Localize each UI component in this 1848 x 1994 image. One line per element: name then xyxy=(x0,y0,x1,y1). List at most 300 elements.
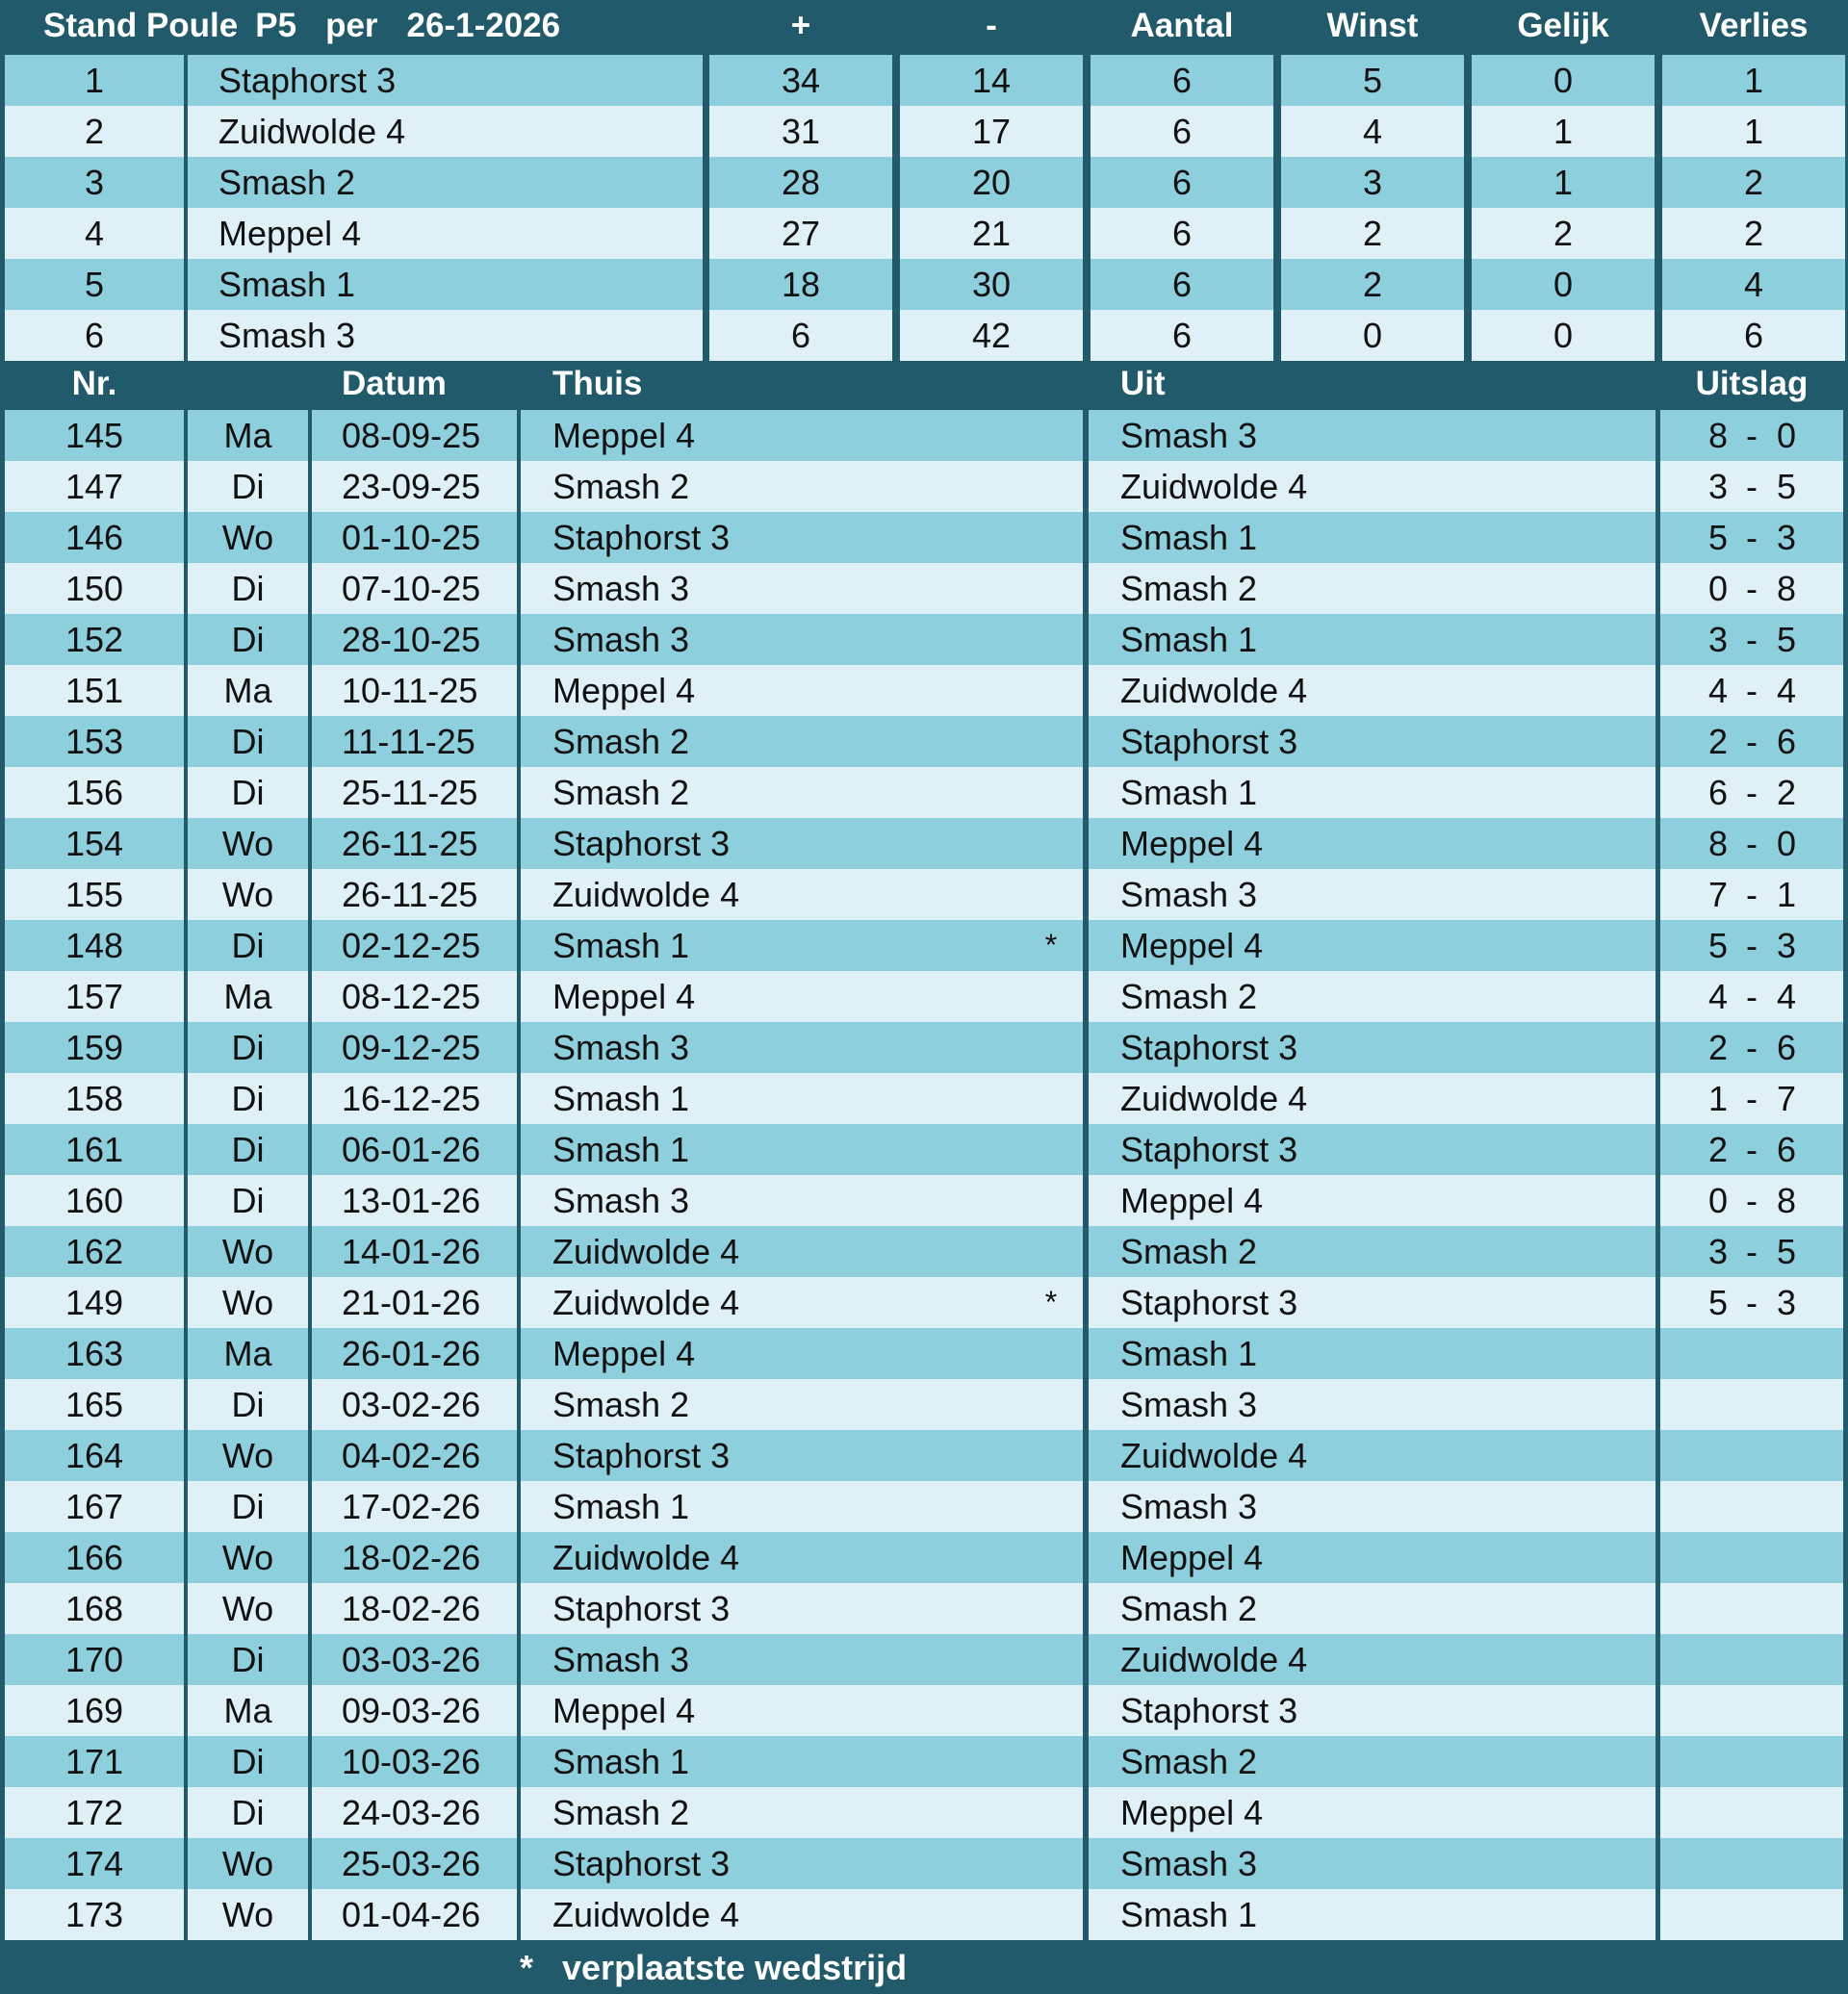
standings-cell-team: Smash 3 xyxy=(188,310,703,361)
standings-cell-plus: 27 xyxy=(709,208,892,259)
match-home-cell xyxy=(521,1124,1083,1175)
match-result xyxy=(1660,1073,1843,1124)
match-result xyxy=(1660,410,1843,461)
match-result xyxy=(1660,716,1843,767)
match-day: Wo xyxy=(188,818,308,869)
standings-cell-gelijk: 0 xyxy=(1472,310,1655,361)
match-home-score: 5 xyxy=(1707,517,1729,557)
standings-cell-plus: 28 xyxy=(709,157,892,208)
match-away-score: 4 xyxy=(1776,976,1797,1016)
match-day: Di xyxy=(188,1481,308,1532)
match-day: Di xyxy=(188,1379,308,1430)
match-home-score: 7 xyxy=(1707,874,1729,914)
match-home-team: Smash 3 xyxy=(552,619,690,659)
match-away-team: Staphorst 3 xyxy=(1089,1277,1656,1328)
match-result xyxy=(1660,512,1843,563)
match-result xyxy=(1660,1838,1843,1889)
match-away-score: 4 xyxy=(1776,670,1797,710)
match-home-team: Staphorst 3 xyxy=(552,1843,731,1883)
match-row xyxy=(0,1226,1848,1277)
match-home-score: 5 xyxy=(1707,925,1729,965)
match-result xyxy=(1660,971,1843,1022)
match-moved-asterisk xyxy=(1041,1736,1061,1787)
match-date: 28-10-25 xyxy=(312,614,517,665)
standings-cell-verlies: 1 xyxy=(1662,55,1845,106)
match-score-separator xyxy=(1740,1838,1763,1889)
standings-cell-minus: 42 xyxy=(900,310,1083,361)
match-away-score xyxy=(1775,1889,1798,1940)
standings-cell-verlies: 6 xyxy=(1662,310,1845,361)
match-home-score xyxy=(1707,1634,1730,1685)
match-moved-asterisk xyxy=(1041,1022,1061,1073)
match-moved-asterisk xyxy=(1041,1073,1061,1124)
title-date: 26-1-2026 xyxy=(406,6,561,44)
match-date: 14-01-26 xyxy=(312,1226,517,1277)
match-score-separator xyxy=(1740,1379,1763,1430)
match-result xyxy=(1660,1124,1843,1175)
match-moved-asterisk xyxy=(1041,1685,1061,1736)
standings-cell-winst: 5 xyxy=(1281,55,1464,106)
match-away-team: Staphorst 3 xyxy=(1089,1022,1656,1073)
match-day: Wo xyxy=(188,1226,308,1277)
match-score-separator: - xyxy=(1746,466,1758,506)
match-home-cell xyxy=(521,1175,1083,1226)
match-away-team: Meppel 4 xyxy=(1089,1787,1656,1838)
match-nr: 157 xyxy=(5,971,184,1022)
match-moved-asterisk xyxy=(1041,563,1061,614)
match-home-team: Zuidwolde 4 xyxy=(552,1537,740,1577)
match-nr: 173 xyxy=(5,1889,184,1940)
match-date: 07-10-25 xyxy=(312,563,517,614)
match-home-cell xyxy=(521,1481,1083,1532)
match-home-team: Smash 2 xyxy=(552,1792,690,1832)
match-away-team: Smash 2 xyxy=(1089,1583,1656,1634)
match-row xyxy=(0,767,1848,818)
standings-cell-minus: 30 xyxy=(900,259,1083,310)
match-score-separator xyxy=(1740,1430,1763,1481)
match-moved-asterisk xyxy=(1041,869,1061,920)
match-away-team: Zuidwolde 4 xyxy=(1089,1073,1656,1124)
match-home-team: Smash 3 xyxy=(552,1639,690,1679)
match-date: 09-03-26 xyxy=(312,1685,517,1736)
standings-cell-gelijk: 0 xyxy=(1472,55,1655,106)
match-away-score: 5 xyxy=(1776,1231,1797,1271)
match-moved-asterisk xyxy=(1041,1889,1061,1940)
match-result xyxy=(1660,1634,1843,1685)
match-away-team: Staphorst 3 xyxy=(1089,1124,1656,1175)
match-date: 21-01-26 xyxy=(312,1277,517,1328)
match-date: 08-12-25 xyxy=(312,971,517,1022)
match-row xyxy=(0,1277,1848,1328)
match-result xyxy=(1660,767,1843,818)
match-day: Wo xyxy=(188,869,308,920)
match-away-team: Smash 3 xyxy=(1089,869,1656,920)
match-score-separator: - xyxy=(1746,1078,1758,1118)
col-header-plus: + xyxy=(790,6,811,44)
match-score-separator: - xyxy=(1746,1129,1758,1169)
match-result xyxy=(1660,1175,1843,1226)
match-result xyxy=(1660,614,1843,665)
match-date: 25-11-25 xyxy=(312,767,517,818)
match-home-score: 0 xyxy=(1707,568,1729,608)
match-row xyxy=(0,1022,1848,1073)
match-home-team: Smash 2 xyxy=(552,1384,690,1424)
standings-cell-winst: 4 xyxy=(1281,106,1464,157)
match-home-team: Zuidwolde 4 xyxy=(552,1231,740,1271)
match-moved-asterisk: * xyxy=(1044,1285,1058,1319)
match-nr: 160 xyxy=(5,1175,184,1226)
match-home-team: Smash 1 xyxy=(552,925,690,965)
standings-cell-verlies: 2 xyxy=(1662,208,1845,259)
match-away-score: 5 xyxy=(1776,619,1797,659)
match-moved-asterisk xyxy=(1041,1328,1061,1379)
match-day: Wo xyxy=(188,1430,308,1481)
match-day: Wo xyxy=(188,1277,308,1328)
match-moved-asterisk xyxy=(1041,410,1061,461)
standings-cell-pos: 5 xyxy=(5,259,184,310)
match-score-separator xyxy=(1740,1736,1763,1787)
match-moved-asterisk xyxy=(1041,1226,1061,1277)
title-label: Stand Poule xyxy=(43,6,239,44)
match-nr: 154 xyxy=(5,818,184,869)
match-away-score: 3 xyxy=(1776,517,1797,557)
match-home-team: Staphorst 3 xyxy=(552,1435,731,1475)
match-result xyxy=(1660,1736,1843,1787)
match-home-cell xyxy=(521,461,1083,512)
match-date: 09-12-25 xyxy=(312,1022,517,1073)
match-score-separator: - xyxy=(1746,619,1758,659)
match-result xyxy=(1660,665,1843,716)
match-away-team: Meppel 4 xyxy=(1089,818,1656,869)
match-score-separator xyxy=(1740,1481,1763,1532)
match-home-cell xyxy=(521,1736,1083,1787)
match-date: 16-12-25 xyxy=(312,1073,517,1124)
match-nr: 171 xyxy=(5,1736,184,1787)
match-home-team: Meppel 4 xyxy=(552,670,696,710)
match-away-team: Zuidwolde 4 xyxy=(1089,461,1656,512)
match-home-score: 4 xyxy=(1707,670,1729,710)
title-poule: P5 xyxy=(255,6,297,44)
match-home-cell xyxy=(521,665,1083,716)
match-away-score: 6 xyxy=(1776,1129,1797,1169)
standings-cell-pos: 3 xyxy=(5,157,184,208)
match-day: Wo xyxy=(188,1889,308,1940)
match-day: Di xyxy=(188,1736,308,1787)
match-day: Wo xyxy=(188,1532,308,1583)
match-home-team: Staphorst 3 xyxy=(552,517,731,557)
match-away-team: Zuidwolde 4 xyxy=(1089,1430,1656,1481)
match-home-score xyxy=(1707,1838,1730,1889)
match-away-team: Staphorst 3 xyxy=(1089,716,1656,767)
match-row xyxy=(0,920,1848,971)
match-home-team: Zuidwolde 4 xyxy=(552,874,740,914)
match-date: 10-11-25 xyxy=(312,665,517,716)
match-nr: 153 xyxy=(5,716,184,767)
standings-cell-verlies: 4 xyxy=(1662,259,1845,310)
match-away-score: 8 xyxy=(1776,1180,1797,1220)
col-header-winst: Winst xyxy=(1326,6,1419,44)
match-home-cell xyxy=(521,1685,1083,1736)
match-moved-asterisk xyxy=(1041,1124,1061,1175)
match-home-cell xyxy=(521,1838,1083,1889)
match-score-separator: - xyxy=(1746,568,1758,608)
col-header-datum: Datum xyxy=(342,364,447,402)
match-day: Di xyxy=(188,1175,308,1226)
standings-cell-gelijk: 1 xyxy=(1472,106,1655,157)
match-away-team: Smash 2 xyxy=(1089,563,1656,614)
match-home-score xyxy=(1707,1787,1730,1838)
col-header-verlies: Verlies xyxy=(1699,6,1809,44)
match-score-separator: - xyxy=(1746,1282,1758,1322)
match-result xyxy=(1660,818,1843,869)
match-home-score xyxy=(1707,1379,1730,1430)
match-day: Di xyxy=(188,920,308,971)
match-moved-asterisk xyxy=(1041,614,1061,665)
match-day: Di xyxy=(188,461,308,512)
standings-cell-plus: 18 xyxy=(709,259,892,310)
match-away-score: 7 xyxy=(1776,1078,1797,1118)
standings-cell-minus: 14 xyxy=(900,55,1083,106)
match-nr: 169 xyxy=(5,1685,184,1736)
match-score-separator: - xyxy=(1746,517,1758,557)
match-row xyxy=(0,1175,1848,1226)
match-away-score: 0 xyxy=(1776,823,1797,863)
match-result xyxy=(1660,1226,1843,1277)
match-away-score xyxy=(1775,1328,1798,1379)
match-score-separator: - xyxy=(1746,670,1758,710)
match-row xyxy=(0,512,1848,563)
match-away-score: 2 xyxy=(1776,772,1797,812)
standings-cell-verlies: 2 xyxy=(1662,157,1845,208)
match-home-score: 3 xyxy=(1707,1231,1729,1271)
match-home-team: Zuidwolde 4 xyxy=(552,1894,740,1934)
standings-cell-gelijk: 2 xyxy=(1472,208,1655,259)
match-away-team: Smash 2 xyxy=(1089,1736,1656,1787)
match-away-score: 8 xyxy=(1776,568,1797,608)
match-row xyxy=(0,1634,1848,1685)
match-score-separator: - xyxy=(1746,925,1758,965)
standings-cell-team: Smash 1 xyxy=(188,259,703,310)
match-home-score: 3 xyxy=(1707,466,1729,506)
match-home-cell xyxy=(521,1532,1083,1583)
match-row xyxy=(0,1838,1848,1889)
match-home-cell xyxy=(521,869,1083,920)
match-home-team: Staphorst 3 xyxy=(552,823,731,863)
match-result xyxy=(1660,1532,1843,1583)
match-away-team: Smash 2 xyxy=(1089,971,1656,1022)
match-result xyxy=(1660,1583,1843,1634)
match-moved-asterisk xyxy=(1041,1481,1061,1532)
match-date: 17-02-26 xyxy=(312,1481,517,1532)
match-home-cell xyxy=(521,563,1083,614)
col-header-gelijk: Gelijk xyxy=(1517,6,1609,44)
match-home-cell xyxy=(521,1379,1083,1430)
match-away-score xyxy=(1775,1736,1798,1787)
match-score-separator xyxy=(1740,1634,1763,1685)
match-away-score: 1 xyxy=(1776,874,1797,914)
match-moved-asterisk xyxy=(1041,1175,1061,1226)
col-header-uitslag: Uitslag xyxy=(1695,364,1809,402)
match-away-team: Smash 2 xyxy=(1089,1226,1656,1277)
match-date: 11-11-25 xyxy=(312,716,517,767)
match-row xyxy=(0,1787,1848,1838)
footer-note xyxy=(520,1942,907,1994)
match-day: Di xyxy=(188,1022,308,1073)
match-moved-asterisk xyxy=(1041,665,1061,716)
match-day: Di xyxy=(188,716,308,767)
standings-cell-winst: 0 xyxy=(1281,310,1464,361)
match-result xyxy=(1660,1328,1843,1379)
standings-row xyxy=(0,55,1848,106)
match-away-score: 0 xyxy=(1776,415,1797,455)
match-score-separator: - xyxy=(1746,772,1758,812)
match-nr: 145 xyxy=(5,410,184,461)
match-date: 26-11-25 xyxy=(312,869,517,920)
standings-cell-winst: 2 xyxy=(1281,259,1464,310)
match-home-team: Meppel 4 xyxy=(552,1690,696,1730)
match-away-team: Zuidwolde 4 xyxy=(1089,1634,1656,1685)
standings-cell-aantal: 6 xyxy=(1091,259,1273,310)
match-date: 04-02-26 xyxy=(312,1430,517,1481)
match-nr: 162 xyxy=(5,1226,184,1277)
match-moved-asterisk xyxy=(1041,461,1061,512)
match-nr: 170 xyxy=(5,1634,184,1685)
standings-row xyxy=(0,208,1848,259)
match-nr: 146 xyxy=(5,512,184,563)
match-day: Wo xyxy=(188,512,308,563)
match-home-score: 1 xyxy=(1707,1078,1729,1118)
match-away-score xyxy=(1775,1634,1798,1685)
standings-cell-team: Smash 2 xyxy=(188,157,703,208)
match-moved-asterisk xyxy=(1041,971,1061,1022)
match-day: Wo xyxy=(188,1838,308,1889)
match-home-cell xyxy=(521,1022,1083,1073)
match-score-separator: - xyxy=(1746,1027,1758,1067)
match-home-team: Smash 3 xyxy=(552,1027,690,1067)
match-away-team: Meppel 4 xyxy=(1089,1532,1656,1583)
match-row xyxy=(0,869,1848,920)
match-row xyxy=(0,1889,1848,1940)
match-nr: 158 xyxy=(5,1073,184,1124)
match-nr: 147 xyxy=(5,461,184,512)
standings-cell-plus: 34 xyxy=(709,55,892,106)
match-nr: 167 xyxy=(5,1481,184,1532)
match-moved-asterisk xyxy=(1041,1838,1061,1889)
match-day: Ma xyxy=(188,410,308,461)
match-day: Ma xyxy=(188,665,308,716)
match-result xyxy=(1660,1787,1843,1838)
match-away-team: Smash 3 xyxy=(1089,1379,1656,1430)
match-row xyxy=(0,716,1848,767)
col-header-nr: Nr. xyxy=(71,364,117,402)
match-nr: 172 xyxy=(5,1787,184,1838)
match-home-cell xyxy=(521,1328,1083,1379)
match-home-score: 2 xyxy=(1707,1129,1729,1169)
match-row xyxy=(0,461,1848,512)
match-home-team: Smash 1 xyxy=(552,1486,690,1526)
match-score-separator: - xyxy=(1746,976,1758,1016)
match-away-team: Smash 3 xyxy=(1089,1481,1656,1532)
match-home-cell xyxy=(521,614,1083,665)
match-result xyxy=(1660,1481,1843,1532)
match-day: Di xyxy=(188,614,308,665)
match-home-cell xyxy=(521,818,1083,869)
col-header-uit: Uit xyxy=(1120,364,1166,402)
match-nr: 149 xyxy=(5,1277,184,1328)
match-nr: 156 xyxy=(5,767,184,818)
match-moved-asterisk xyxy=(1041,716,1061,767)
match-home-cell xyxy=(521,1583,1083,1634)
match-nr: 161 xyxy=(5,1124,184,1175)
standings-cell-minus: 17 xyxy=(900,106,1083,157)
match-home-score xyxy=(1707,1889,1730,1940)
match-date: 26-01-26 xyxy=(312,1328,517,1379)
match-row xyxy=(0,1430,1848,1481)
match-row xyxy=(0,1532,1848,1583)
standings-cell-plus: 6 xyxy=(709,310,892,361)
match-home-team: Staphorst 3 xyxy=(552,1588,731,1628)
standings-cell-pos: 1 xyxy=(5,55,184,106)
match-away-score xyxy=(1775,1532,1798,1583)
match-row xyxy=(0,1736,1848,1787)
match-home-team: Smash 2 xyxy=(552,721,690,761)
match-away-team: Meppel 4 xyxy=(1089,920,1656,971)
match-away-score xyxy=(1775,1838,1798,1889)
col-header-thuis: Thuis xyxy=(552,364,643,402)
match-away-score: 6 xyxy=(1776,1027,1797,1067)
match-day: Di xyxy=(188,1634,308,1685)
match-away-team: Smash 1 xyxy=(1089,512,1656,563)
match-nr: 164 xyxy=(5,1430,184,1481)
match-home-score xyxy=(1707,1685,1730,1736)
match-moved-asterisk xyxy=(1041,1583,1061,1634)
match-home-score: 2 xyxy=(1707,1027,1729,1067)
match-home-team: Meppel 4 xyxy=(552,976,696,1016)
match-nr: 151 xyxy=(5,665,184,716)
match-home-score xyxy=(1707,1481,1730,1532)
match-home-cell xyxy=(521,1430,1083,1481)
match-home-cell xyxy=(521,716,1083,767)
match-result xyxy=(1660,1430,1843,1481)
match-row xyxy=(0,1685,1848,1736)
match-home-cell xyxy=(521,410,1083,461)
match-away-team: Zuidwolde 4 xyxy=(1089,665,1656,716)
match-score-separator xyxy=(1740,1583,1763,1634)
match-home-score: 8 xyxy=(1707,823,1729,863)
match-row xyxy=(0,410,1848,461)
match-score-separator: - xyxy=(1746,823,1758,863)
match-home-team: Smash 1 xyxy=(552,1129,690,1169)
match-away-score xyxy=(1775,1787,1798,1838)
standings-cell-winst: 3 xyxy=(1281,157,1464,208)
match-home-score xyxy=(1707,1328,1730,1379)
match-moved-asterisk xyxy=(1041,1787,1061,1838)
match-home-score xyxy=(1707,1583,1730,1634)
match-home-team: Zuidwolde 4 xyxy=(552,1282,740,1322)
match-away-score xyxy=(1775,1379,1798,1430)
match-row xyxy=(0,1328,1848,1379)
match-result xyxy=(1660,461,1843,512)
match-away-team: Smash 1 xyxy=(1089,767,1656,818)
match-row xyxy=(0,971,1848,1022)
match-score-separator: - xyxy=(1746,1180,1758,1220)
match-home-score: 5 xyxy=(1707,1282,1729,1322)
standings-cell-plus: 31 xyxy=(709,106,892,157)
footer xyxy=(0,1942,1848,1994)
match-away-team: Smash 1 xyxy=(1089,1328,1656,1379)
match-day: Ma xyxy=(188,1685,308,1736)
footer-asterisk: * xyxy=(520,1948,534,1987)
